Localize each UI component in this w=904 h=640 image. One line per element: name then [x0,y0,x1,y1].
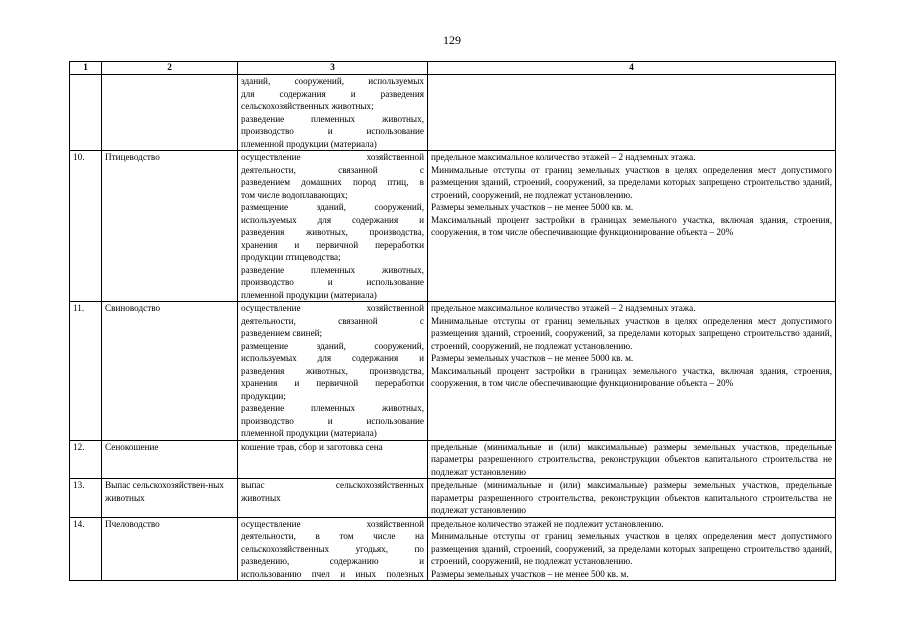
description-line: выпас сельскохозяйственных [241,480,424,490]
description-line: племенной продукции (материала) [241,289,377,300]
row-number: 14. [70,517,102,581]
parameter-paragraph: Максимальный процент застройки в границах земельного участка, включая здания, строения, сооружения, в том числе обеспечивающие функционирование объекта – 20% [431,365,832,388]
use-description [238,517,428,581]
description-line: хранения и первичной переработки [241,378,424,388]
description-line: продукции птицеводства; [241,252,341,262]
description-line: осуществление хозяйственной [241,152,424,162]
description-line: разведением свиней; [241,328,323,338]
parameter-paragraph: Размеры земельных участков – не менее 500 кв. м. [431,568,629,579]
table-row [70,479,836,518]
parameter-paragraph: Максимальный процент застройки в границах земельного участка, включая здания, строения, сооружения, в том числе обеспечивающие функционирование объекта – 20% [431,214,832,237]
description-line: производство и использование [241,126,424,136]
table-header-row [70,62,836,75]
use-description [238,302,428,441]
description-line: осуществление хозяйственной [241,518,424,529]
parameter-paragraph: Минимальные отступы от границ земельных участков в целях определения мест допустимого размещения зданий, строений, сооружений, за пределами которых запрещено строительство зданий, строений, сооружений, не подлежат установлению. [431,164,832,200]
description-line: разведению, содержанию и [241,556,424,566]
use-description [238,479,428,518]
description-line: том числе водоплавающих; [241,189,348,200]
use-description [238,440,428,479]
use-description [238,75,428,151]
description-line: используемых для содержания и [241,353,424,363]
description-line: животных [241,492,281,503]
parameter-paragraph: предельное максимальное количество этажей – 2 надземных этажа. [431,152,696,162]
description-line: для содержания и разведения [241,88,424,99]
use-type-name: Птицеводство [102,151,238,302]
description-line: разведения животных, производства, [241,365,424,376]
parameter-paragraph: предельные (минимальные и (или) максимальные) размеры земельных участков, предельные параметры разрешенного строительства, реконструкции объектов капитального строительства не подлежат установлению [431,441,832,477]
description-line: сельскохозяйственных животных; [241,101,374,111]
use-type-name: Выпас сельскохозяйствен-ных животных [102,479,238,518]
description-line: племенной продукции (материала) [241,428,377,438]
column-header: 1 [70,62,102,75]
description-line: кошение трав, сбор и заготовка сена [241,441,383,452]
use-parameters [428,302,836,441]
zoning-table [69,61,836,581]
use-description [238,151,428,302]
description-line: производство и использование [241,415,424,426]
table-row [70,302,836,441]
table-row [70,440,836,479]
description-line: разведение племенных животных, [241,264,424,275]
description-line: деятельности, связанной с [241,164,424,175]
description-line: племенной продукции (материала) [241,138,377,149]
use-parameters [428,479,836,518]
description-line: деятельности, связанной с [241,315,424,326]
description-line: разведение племенных животных, [241,113,424,124]
description-line: размещение зданий, сооружений, [241,340,424,351]
use-type-name: Сенокошение [102,440,238,479]
parameter-paragraph: Минимальные отступы от границ земельных участков в целях определения мест допустимого размещения зданий, строений, сооружений, за пределами которых запрещено строительство зданий, строений, сооружений, не подлежат установлению. [431,315,832,351]
description-line: деятельности, в том числе на [241,531,424,541]
description-line: разведение племенных животных, [241,403,424,413]
description-line: разведением домашних пород птиц, в [241,177,424,187]
use-parameters [428,75,836,151]
row-number: 11. [70,302,102,441]
description-line: продукции; [241,390,286,401]
table-row [70,75,836,151]
page-number: 129 [443,33,461,47]
use-parameters [428,151,836,302]
parameter-paragraph: Минимальные отступы от границ земельных участков в целях определения мест допустимого размещения зданий, строений, сооружений, за пределами которых запрещено строительство зданий, строений, сооружений, не подлежат установлению. [431,531,832,566]
description-line: разведения животных, производства, [241,227,424,237]
description-line: сельскохозяйственных угодьях, по [241,543,424,554]
parameter-paragraph: предельные (минимальные и (или) максимальные) размеры земельных участков, предельные параметры разрешенного строительства, реконструкции объектов капитального строительства не подлежат установлению [431,480,832,515]
use-type-name [102,75,238,151]
row-number: 10. [70,151,102,302]
row-number: 12. [70,440,102,479]
parameter-paragraph: предельное количество этажей не подлежит установлению. [431,518,664,529]
parameter-paragraph: Размеры земельных участков – не менее 5000 кв. м. [431,353,634,363]
description-line: зданий, сооружений, используемых [241,76,424,86]
table-row [70,517,836,581]
description-line: производство и использование [241,277,424,287]
description-line: размещение зданий, сооружений, [241,202,424,212]
use-parameters [428,517,836,581]
row-number [70,75,102,151]
parameter-paragraph: Размеры земельных участков – не менее 5000 кв. м. [431,202,634,212]
column-header: 3 [238,62,428,75]
use-type-name: Пчеловодство [102,517,238,581]
row-number: 13. [70,479,102,518]
description-line: используемых для содержания и [241,214,424,225]
description-line: использованию пчел и иных полезных [241,568,424,579]
use-parameters [428,440,836,479]
column-header: 4 [428,62,836,75]
description-line: хранения и первичной переработки [241,239,424,250]
table-row [70,151,836,302]
parameter-paragraph: предельное максимальное количество этажей – 2 надземных этажа. [431,303,696,313]
column-header: 2 [102,62,238,75]
description-line: осуществление хозяйственной [241,303,424,313]
use-type-name: Свиноводство [102,302,238,441]
